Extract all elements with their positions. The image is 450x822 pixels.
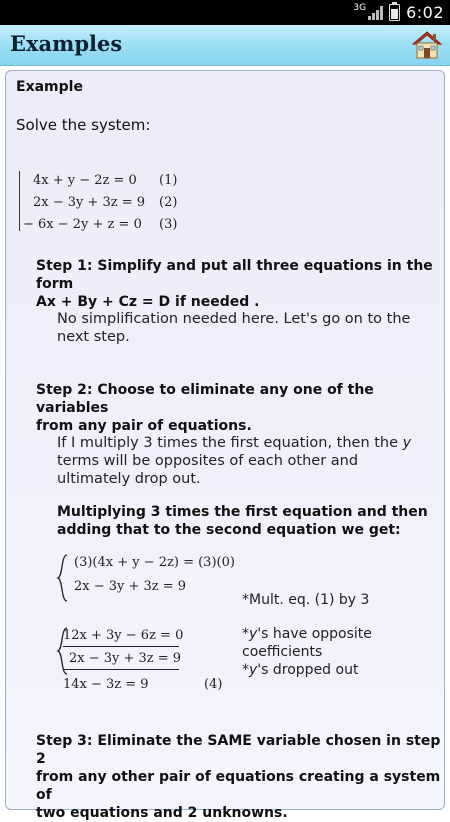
equation-1-label: (1): [159, 173, 178, 188]
underline-1: [63, 646, 179, 647]
second-equation: 2x − 3y + 3z = 9: [74, 579, 187, 594]
step2-bold-text: Multiplying 3 times the first equation and then adding that to the second equation we get:: [57, 504, 428, 538]
home-button[interactable]: [412, 30, 442, 60]
intro-text: Solve the system:: [16, 116, 151, 134]
brace-a: [56, 554, 70, 602]
equation-result: 14x − 3z = 9: [63, 677, 149, 692]
status-time: 6:02: [406, 3, 444, 22]
step1-text: No simplification needed here. Let's go on to the next step.: [57, 311, 411, 345]
battery-icon: [389, 4, 400, 21]
example-heading: Example: [16, 79, 83, 95]
step1-heading: Step 1: Simplify and put all three equations in the form Ax + By + Cz = D if needed .: [36, 258, 433, 310]
equation-2: 2x − 3y + 3z = 9: [33, 195, 146, 210]
status-bar: [0, 0, 450, 25]
equation-12x: 12x + 3y − 6z = 0: [63, 628, 184, 643]
example-content[interactable]: [5, 70, 445, 821]
equation-3-label: (3): [159, 217, 178, 232]
status-icons: [353, 0, 444, 25]
step3-heading: Step 3: Eliminate the SAME variable chosen in step 2 from any other pair of equations creating a system of two equations and 2 unknowns.: [36, 733, 441, 821]
underline-2: [63, 669, 179, 670]
note-opposite: *y's have opposite coefficients *y's dropped out: [242, 626, 372, 678]
equation-2x: 2x − 3y + 3z = 9: [69, 651, 182, 666]
home-icon: [412, 30, 442, 60]
title-bar: [0, 25, 450, 66]
equation-result-label: (4): [204, 677, 223, 692]
step2-text: If I multiply 3 times the first equation, then the y terms will be opposites of each other and ultimately drop out.: [57, 435, 412, 487]
equation-2-label: (2): [159, 195, 178, 210]
signal-icon: [368, 6, 383, 20]
multiplied-equation: (3)(4x + y − 2z) = (3)(0): [74, 555, 235, 570]
note-multiply: *Mult. eq. (1) by 3: [242, 592, 370, 608]
page-title: Examples: [10, 31, 123, 56]
system-brace: [19, 171, 20, 231]
equation-1: 4x + y − 2z = 0: [33, 173, 137, 188]
equation-3: − 6x − 2y + z = 0: [23, 217, 142, 232]
step2-heading: Step 2: Choose to eliminate any one of the variables from any pair of equations.: [36, 382, 374, 434]
network-type: 3G: [353, 2, 367, 13]
